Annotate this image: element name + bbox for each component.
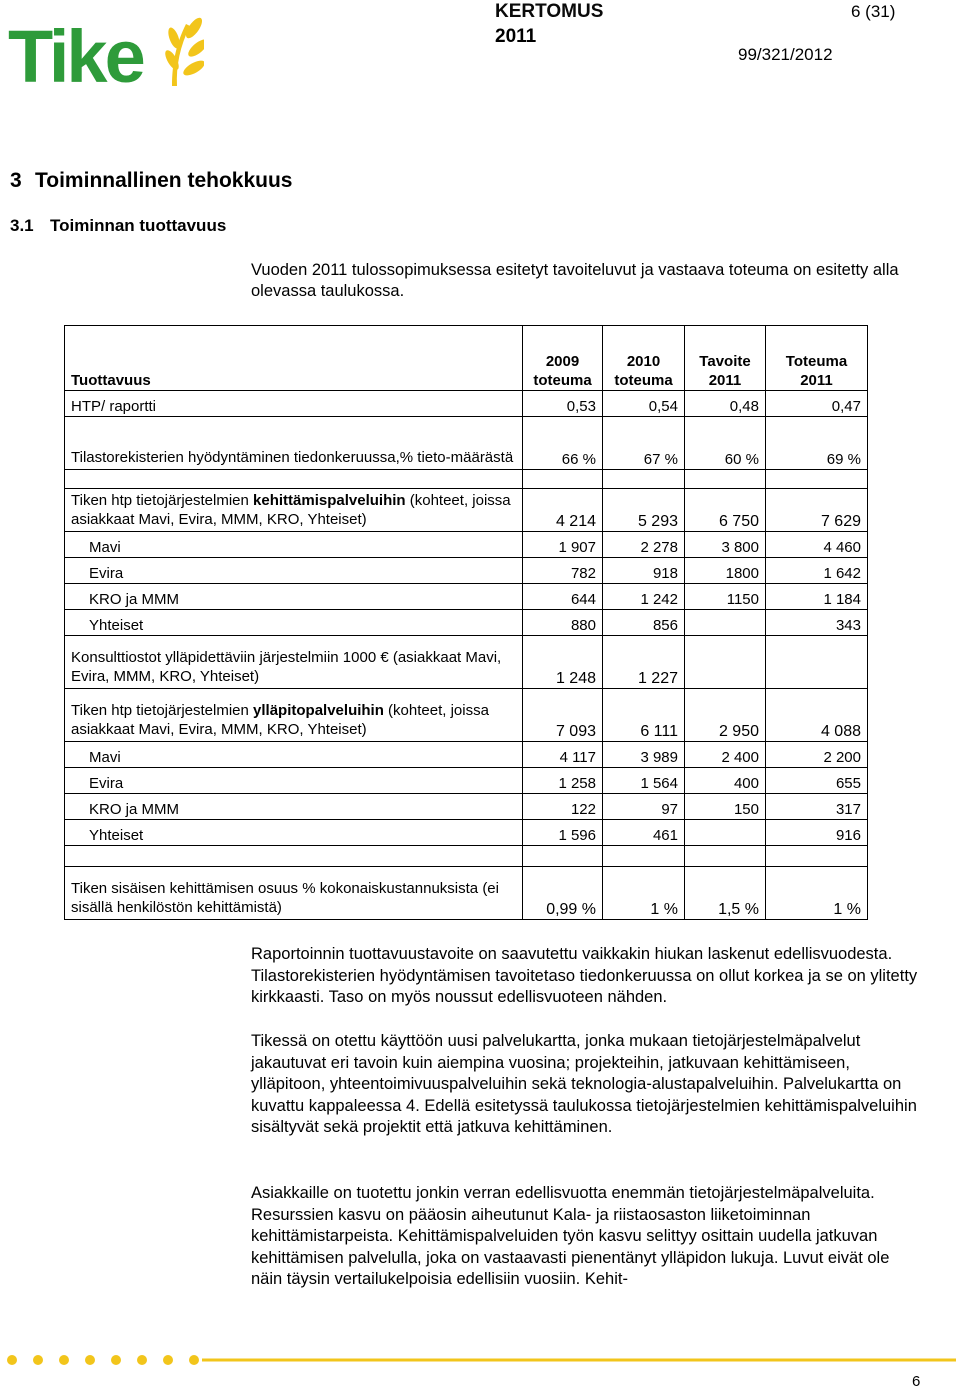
cell-value: 122 — [523, 794, 603, 820]
cell-value: 66 % — [523, 417, 603, 470]
cell-value: 7 629 — [766, 489, 868, 532]
table-row-yllap-mavi — [65, 742, 868, 768]
table-row-kehit-mavi — [65, 532, 868, 558]
cell-value: 1,5 % — [685, 867, 766, 920]
paragraph-3: Asiakkaille on tuotettu jonkin verran edellisvuotta enemmän tietojärjestelmäpalveluita. Resurssien kasvu on pääosin aiheutunut Kala- ja riistaosaston liiketoiminnan kehittämistarpeista. Kehittämispalveluiden työn kasvu selittyy osittain uudella jatkuvan kehittämisen palvelulla, joka on vastaavasti pienentänyt ylläpidon lukuja. Luvut eivät ole näin täysin vertailukelpoisia edellisiin vuosiin. Kehit- — [251, 1184, 890, 1288]
row-label: Konsulttiostot ylläpidettäviin järjestelmiin 1000 € (asiakkaat Mavi, Evira, MMM, KRO, Yhteiset) — [65, 636, 523, 689]
productivity-table — [64, 325, 868, 920]
paragraph-1: Raportoinnin tuottavuustavoite on saavutettu vaikkakin hiukan laskenut edellisvuodesta. Tilastorekisterien hyödyntämisen tavoitetaso tiedonkeruussa on ollut korkea ja se on ylitetty kirkkaasti. Taso on myös noussut edellisvuoteen nähden. — [251, 945, 918, 1006]
section-title: Toiminnallinen tehokkuus — [35, 169, 293, 192]
cell-value: 67 % — [603, 417, 685, 470]
cell-value: 856 — [603, 610, 685, 636]
cell-value: 0,54 — [603, 391, 685, 417]
column-header-label: Tuottavuus — [65, 326, 523, 391]
table-row-konsult — [65, 636, 868, 689]
subsection-heading — [10, 215, 226, 237]
cell-value: 343 — [766, 610, 868, 636]
grain-icon — [163, 15, 204, 86]
column-header-target-2011: Tavoite 2011 — [685, 326, 766, 391]
cell-value: 880 — [523, 610, 603, 636]
cell-value: 150 — [685, 794, 766, 820]
table-row-yllap-kro — [65, 794, 868, 820]
cell-value: 1 564 — [603, 768, 685, 794]
document-year: 2011 — [495, 26, 537, 47]
cell-value: 1800 — [685, 558, 766, 584]
cell-value: 4 460 — [766, 532, 868, 558]
row-label: Tiken sisäisen kehittämisen osuus % kokonaiskustannuksista (ei sisällä henkilöstön kehittämistä) — [65, 867, 523, 920]
cell-value: 4 088 — [766, 689, 868, 742]
cell-value: 1 184 — [766, 584, 868, 610]
table-spacer-row — [65, 846, 868, 867]
cell-value: 3 800 — [685, 532, 766, 558]
cell-value — [685, 820, 766, 846]
tike-logo — [8, 14, 204, 88]
cell-value: 0,48 — [685, 391, 766, 417]
row-label: Tiken htp tietojärjestelmien kehittämispalveluihin (kohteet, joissa asiakkaat Mavi, Evira, MMM, KRO, Yhteiset) — [65, 489, 523, 532]
document-number: 99/321/2012 — [738, 45, 833, 64]
cell-value: 2 400 — [685, 742, 766, 768]
cell-value: 916 — [766, 820, 868, 846]
cell-value: 60 % — [685, 417, 766, 470]
table-row-tilasto — [65, 417, 868, 470]
table-spacer-row — [65, 470, 868, 489]
column-header-actual-2011: Toteuma 2011 — [766, 326, 868, 391]
cell-value: 918 — [603, 558, 685, 584]
cell-value: 4 214 — [523, 489, 603, 532]
row-label: KRO ja MMM — [65, 794, 523, 820]
cell-value: 1 % — [603, 867, 685, 920]
cell-value: 7 093 — [523, 689, 603, 742]
column-header-2009: 2009 toteuma — [523, 326, 603, 391]
cell-value: 1 596 — [523, 820, 603, 846]
page-indicator: 6 (31) — [851, 2, 896, 21]
cell-value: 644 — [523, 584, 603, 610]
row-label: Yhteiset — [65, 610, 523, 636]
row-label: Tiken htp tietojärjestelmien ylläpitopalveluihin (kohteet, joissa asiakkaat Mavi, Evira, MMM, KRO, Yhteiset) — [65, 689, 523, 742]
cell-value: 6 750 — [685, 489, 766, 532]
cell-value: 1 258 — [523, 768, 603, 794]
cell-value: 5 293 — [603, 489, 685, 532]
table-row-yllap-evira — [65, 768, 868, 794]
row-label: KRO ja MMM — [65, 584, 523, 610]
svg-text:Tike: Tike — [8, 15, 143, 88]
row-label: Yhteiset — [65, 820, 523, 846]
cell-value: 69 % — [766, 417, 868, 470]
subsection-title: Toiminnan tuottavuus — [50, 216, 227, 235]
footer-page-number: 6 — [912, 1373, 921, 1390]
row-label: Mavi — [65, 532, 523, 558]
column-header-2010: 2010 toteuma — [603, 326, 685, 391]
footer-dots-divider — [6, 1352, 956, 1368]
cell-value: 97 — [603, 794, 685, 820]
paragraph-2: Tikessä on otettu käyttöön uusi palvelukartta, jonka mukaan tietojärjestelmäpalvelut jakautuvat eri tavoin kuin aiempina vuosina; projekteihin, jatkuvaan kehittämiseen, ylläpitoon, yhteentoimivuuspalveluihin sekä teknologia-alustapalveluihin. Palvelukartta on kuvattu kappaleessa 4. Edellä esitetyssä taulukossa tietojärjestelmien kehittämispalveluihin sisältyvät sekä projektit että jatkuva kehittäminen. — [251, 1032, 917, 1136]
table-row-kehit-kro — [65, 584, 868, 610]
cell-value: 461 — [603, 820, 685, 846]
cell-value: 2 950 — [685, 689, 766, 742]
row-label: Mavi — [65, 742, 523, 768]
cell-value: 2 278 — [603, 532, 685, 558]
table-header-row — [65, 326, 868, 391]
cell-value: 0,99 % — [523, 867, 603, 920]
cell-value: 0,53 — [523, 391, 603, 417]
row-label: Tilastorekisterien hyödyntäminen tiedonkeruussa,% tieto-määrästä — [65, 417, 523, 470]
cell-value: 4 117 — [523, 742, 603, 768]
cell-value: 400 — [685, 768, 766, 794]
row-label: Evira — [65, 558, 523, 584]
cell-value: 1150 — [685, 584, 766, 610]
cell-value: 1 248 — [523, 636, 603, 689]
section-number: 3 — [10, 169, 22, 192]
table-row-yllap-yhteiset — [65, 820, 868, 846]
table-row-kehit-evira — [65, 558, 868, 584]
row-label: HTP/ raportti — [65, 391, 523, 417]
cell-value: 1 242 — [603, 584, 685, 610]
document-type: KERTOMUS — [495, 1, 604, 22]
table-row-htp — [65, 391, 868, 417]
cell-value: 317 — [766, 794, 868, 820]
cell-value — [766, 636, 868, 689]
cell-value: 1 642 — [766, 558, 868, 584]
cell-value — [685, 610, 766, 636]
cell-value: 1 227 — [603, 636, 685, 689]
cell-value: 782 — [523, 558, 603, 584]
table-row-kehit-yhteiset — [65, 610, 868, 636]
table-row-kehittamis — [65, 489, 868, 532]
cell-value: 6 111 — [603, 689, 685, 742]
cell-value: 0,47 — [766, 391, 868, 417]
cell-value: 1 % — [766, 867, 868, 920]
row-label: Evira — [65, 768, 523, 794]
cell-value: 2 200 — [766, 742, 868, 768]
section-heading — [10, 168, 292, 194]
cell-value: 655 — [766, 768, 868, 794]
intro-text: Vuoden 2011 tulossopimuksessa esitetyt tavoiteluvut ja vastaava toteuma on esitetty alla olevassa taulukossa. — [251, 261, 899, 300]
table-row-sisainen — [65, 867, 868, 920]
subsection-number: 3.1 — [10, 216, 34, 235]
table-row-yllapito — [65, 689, 868, 742]
cell-value — [685, 636, 766, 689]
cell-value: 3 989 — [603, 742, 685, 768]
cell-value: 1 907 — [523, 532, 603, 558]
